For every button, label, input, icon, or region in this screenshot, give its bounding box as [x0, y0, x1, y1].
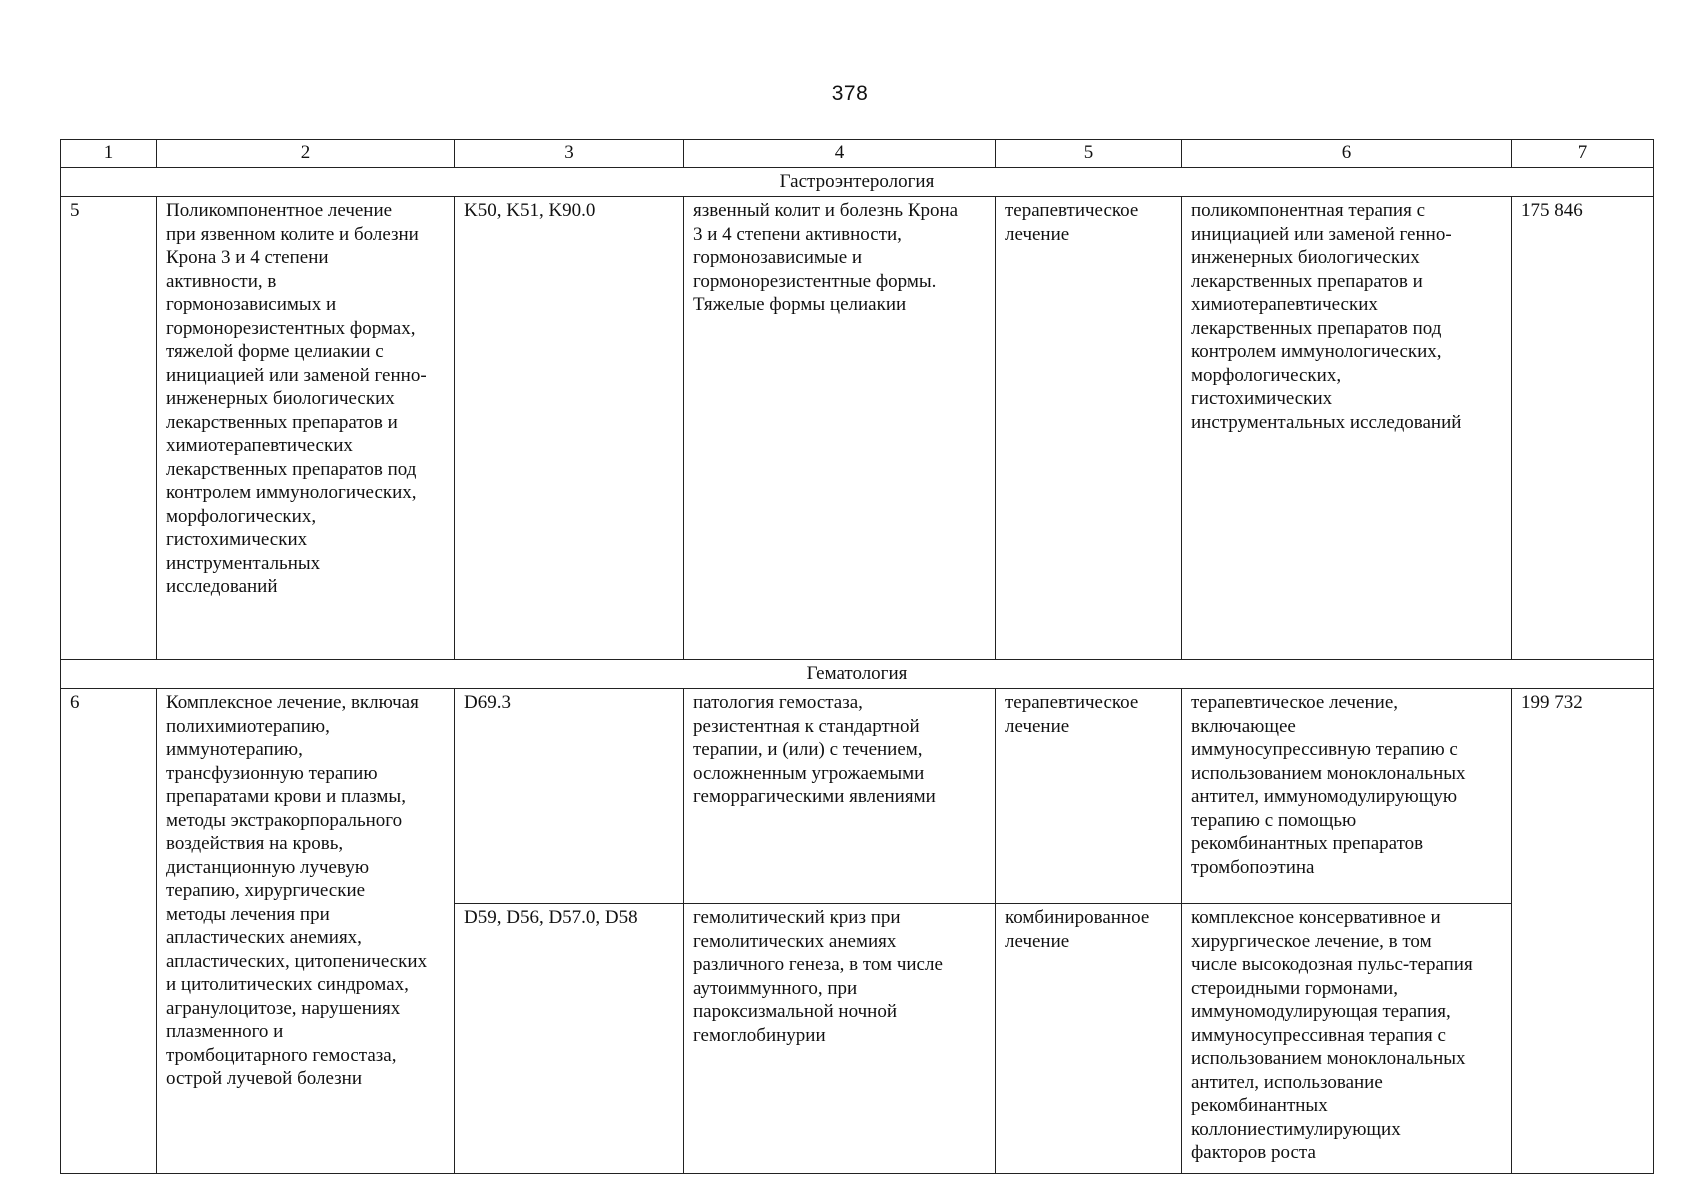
treatment-type: терапевтическое лечение — [996, 197, 1182, 660]
treatment-type: терапевтическое лечение — [996, 689, 1182, 904]
row-number: 6 — [61, 689, 157, 1174]
diagnosis-codes: D69.3 — [455, 689, 684, 904]
section-title: Гематология — [61, 660, 1654, 689]
column-header-row — [61, 140, 1654, 168]
treatment-type: комбинированное лечение — [996, 904, 1182, 1174]
section-header-row — [61, 168, 1654, 197]
section-title: Гастроэнтерология — [61, 168, 1654, 197]
treatment-method: комплексное консервативное и хирургическое лечение, в том числе высокодозная пульс-терапия стероидными гормонами, иммуномодулирующая терапия, иммуносупрессивная терапия с использованием моноклональных антител, использование рекомбинантных коллониестимулирующих факторов роста — [1182, 904, 1512, 1174]
page-number: 378 — [831, 82, 869, 105]
column-header: 2 — [157, 140, 455, 168]
patient-model: патология гемостаза, резистентная к стандартной терапии, и (или) с течением, осложненным угрожаемыми геморрагическими явлениями — [684, 689, 996, 904]
section-header-row — [61, 660, 1654, 689]
diagnosis-codes: D59, D56, D57.0, D58 — [455, 904, 684, 1174]
cost-value: 175 846 — [1512, 197, 1654, 660]
table-row — [61, 689, 1654, 904]
table-row — [61, 197, 1654, 660]
diagnosis-codes: K50, K51, K90.0 — [455, 197, 684, 660]
column-header: 6 — [1182, 140, 1512, 168]
treatment-method: поликомпонентная терапия с инициацией или заменой генно- инженерных биологических лекарственных препаратов и химиотерапевтических лекарственных препаратов под контролем иммунологических, морфологических, гистохимических инструментальных исследований — [1182, 197, 1512, 660]
services-table — [60, 139, 1654, 1174]
patient-model: гемолитический криз при гемолитических анемиях различного генеза, в том числе аутоиммунного, при пароксизмальной ночной гемоглобинурии — [684, 904, 996, 1174]
treatment-name: Поликомпонентное лечение при язвенном колите и болезни Крона 3 и 4 степени активности, в гормонозависимых и гормонорезистентных формах, тяжелой форме целиакии с инициацией или заменой генно- инженерных биологических лекарственных препаратов и химиотерапевтических лекарственных препаратов под контролем иммунологических, морфологических, гистохимических инструментальных исследований — [157, 197, 455, 660]
treatment-name: Комплексное лечение, включая полихимиотерапию, иммунотерапию, трансфузионную терапию препаратами крови и плазмы, методы экстракорпорального воздействия на кровь, дистанционную лучевую терапию, хирургические методы лечения при апластических анемиях, апластических, цитопенических и цитолитических синдромах, агранулоцитозе, нарушениях плазменного и тромбоцитарного гемостаза, острой лучевой болезни — [157, 689, 455, 1174]
column-header: 4 — [684, 140, 996, 168]
cost-value: 199 732 — [1512, 689, 1654, 1174]
column-header: 7 — [1512, 140, 1654, 168]
patient-model: язвенный колит и болезнь Крона 3 и 4 степени активности, гормонозависимые и гормонорезистентные формы. Тяжелые формы целиакии — [684, 197, 996, 660]
row-number: 5 — [61, 197, 157, 660]
column-header: 5 — [996, 140, 1182, 168]
treatment-method: терапевтическое лечение, включающее иммуносупрессивную терапию с использованием моноклональных антител, иммуномодулирующую терапию с помощью рекомбинантных препаратов тромбопоэтина — [1182, 689, 1512, 904]
column-header: 3 — [455, 140, 684, 168]
column-header: 1 — [61, 140, 157, 168]
